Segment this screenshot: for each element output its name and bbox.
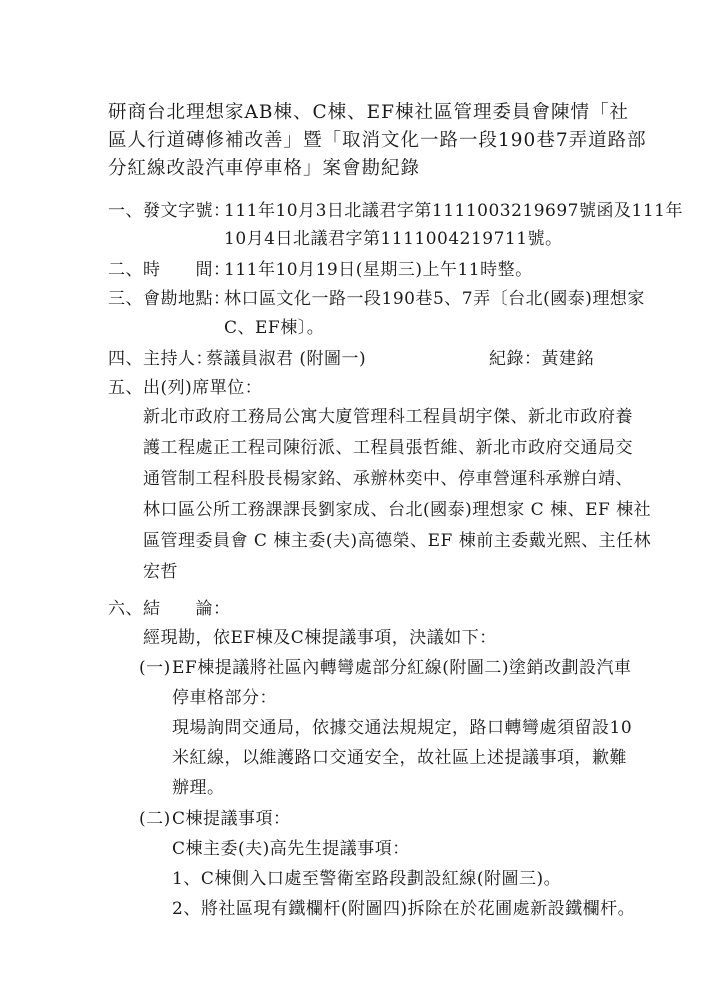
- sub2-point-1: 1、C棟側入口處至警衛室路段劃設紅線(附圖三)。: [172, 869, 562, 889]
- host-label: 四、主持人：: [108, 349, 213, 369]
- document-title-line-1: 研商台北理想家AB棟、C棟、EF棟社區管理委員會陳情「社: [108, 102, 629, 123]
- doc-number-value-2: 10月4日北議君字第1111004219711號。: [224, 229, 563, 249]
- sub2-marker: (二): [139, 809, 171, 829]
- sub1-body-line-2: 米紅線，以維護路口交通安全，故社區上述提議事項，歉難: [172, 748, 627, 768]
- doc-number-value-1: 111年10月3日北議君字第1111003219697號函及111年: [224, 201, 683, 221]
- conclusion-label: 六、結 論：: [108, 599, 231, 619]
- recorder: 紀錄：黃建銘: [489, 349, 594, 369]
- sub1-title-line-1: EF棟提議將社區內轉彎處部分紅線(附圖二)塗銷改劃設汽車: [172, 658, 632, 678]
- location-label: 三、會勘地點：: [108, 289, 231, 309]
- attendees-label: 五、出(列)席單位：: [108, 378, 263, 398]
- sub1-body-line-1: 現場詢問交通局，依據交通法規規定，路口轉彎處須留設10: [172, 718, 633, 738]
- doc-number-label: 一、發文字號：: [108, 201, 231, 221]
- location-value-2: C、EF棟〕。: [224, 318, 325, 338]
- sub2-intro: C棟主委(夫)高先生提議事項：: [172, 839, 410, 859]
- attendees-line-4: 林口區公所工務課課長劉家成、台北(國泰)理想家 C 棟、EF 棟社: [143, 500, 652, 520]
- attendees-line-6: 宏哲: [143, 562, 178, 582]
- time-value: 111年10月19日(星期三)上午11時整。: [224, 260, 533, 280]
- sub1-body-line-3: 辦理。: [172, 778, 225, 798]
- attendees-line-3: 通管制工程科股長楊家銘、承辦林奕中、停車營運科承辦白靖、: [143, 469, 633, 489]
- location-value-1: 林口區文化一路一段190巷5、7弄〔台北(國泰)理想家: [224, 289, 645, 309]
- attendees-line-2: 護工程處正工程司陳衍派、工程員張哲維、新北市政府交通局交: [143, 438, 633, 458]
- sub1-title-line-2: 停車格部分：: [172, 688, 277, 708]
- attendees-line-5: 區管理委員會 C 棟主委(夫)高德榮、EF 棟前主委戴光熙、主任林: [143, 531, 652, 551]
- sub2-point-2: 2、將社區現有鐵欄杆(附圖四)拆除在於花圃處新設鐵欄杆。: [172, 899, 636, 919]
- document-title-line-2: 區人行道磚修補改善」暨「取消文化一路一段190巷7弄道路部: [108, 130, 647, 151]
- attendees-line-1: 新北市政府工務局公寓大廈管理科工程員胡宇傑、新北市政府養: [143, 407, 633, 427]
- sub2-title: C棟提議事項：: [172, 809, 291, 829]
- time-label: 二、時 間：: [108, 260, 231, 280]
- sub1-marker: (一): [139, 658, 171, 678]
- conclusion-intro: 經現勘，依EF棟及C棟提議事項，決議如下：: [143, 628, 497, 648]
- host-value: 蔡議員淑君 (附圖一): [206, 349, 367, 369]
- document-title-line-3: 分紅線改設汽車停車格」案會勘紀錄: [108, 158, 421, 179]
